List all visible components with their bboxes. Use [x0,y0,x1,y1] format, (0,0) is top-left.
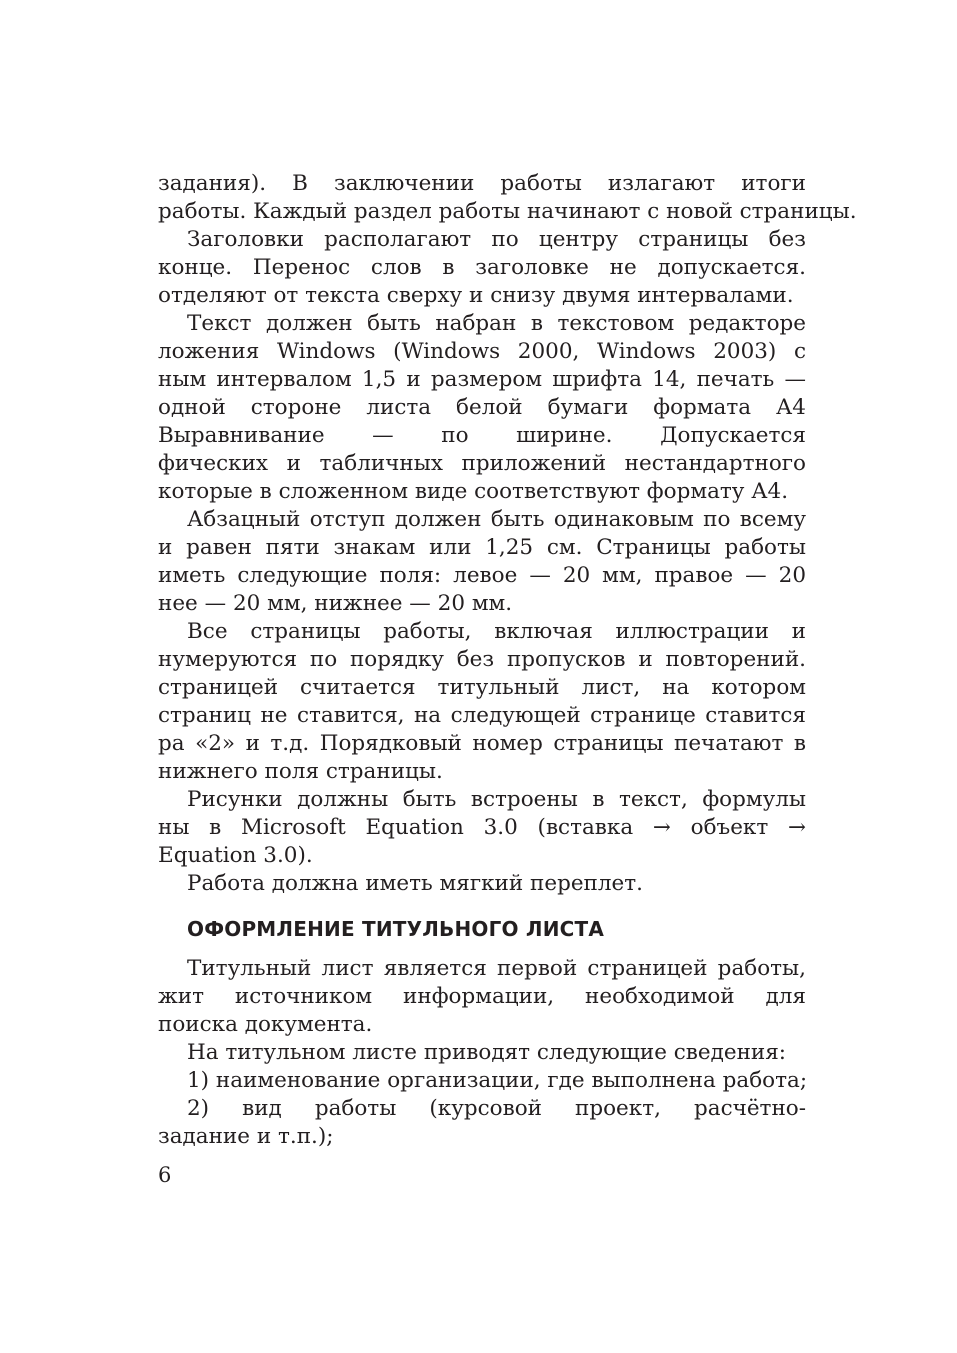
text-line: ны в Microsoft Equation 3.0 (вставка → объект → [158,815,806,840]
text-line: конце. Перенос слов в заголовке не допускается. [158,255,806,280]
text-line: 2) вид работы (курсовой проект, расчётно- [187,1096,806,1121]
text-line: Все страницы работы, включая иллюстрации и [187,619,806,644]
text-line: Рисунки должны быть встроены в текст, формулы [187,787,806,812]
text-line: 1) наименование организации, где выполнена работа; [187,1068,808,1093]
text-line: нижнего поля страницы. [158,759,443,784]
paragraph [158,170,857,226]
text-line: страницей считается титульный лист, на котором [158,675,806,700]
list-item [158,1067,806,1095]
text-line: одной стороне листа белой бумаги формата А4 [158,395,806,420]
text-line: ра «2» и т.д. Порядковый номер страницы печатают в [158,731,806,756]
text-line: фических и табличных приложений нестандартного [158,451,806,476]
text-line: Выравнивание — по ширине. Допускается [158,423,806,448]
paragraph [158,506,806,618]
text-line: Заголовки располагают по центру страницы без [187,227,806,252]
text-line: иметь следующие поля: левое — 20 мм, правое — 20 [158,563,806,588]
text-line: жит источником информации, необходимой для [158,984,806,1009]
text-line: задание и т.п.); [158,1124,334,1149]
paragraph [158,870,806,898]
paragraph [158,786,806,870]
text-line: нумеруются по порядку без пропусков и повторений. [158,647,806,672]
text-line: и равен пяти знакам или 1,25 см. Страницы работы [158,535,806,560]
text-line: отделяют от текста сверху и снизу двумя интервалами. [158,283,794,308]
text-line: Работа должна иметь мягкий переплет. [187,871,643,896]
text-line: ложения Windows (Windows 2000, Windows 2003) с [158,339,806,364]
text-line: На титульном листе приводят следующие сведения: [187,1040,787,1065]
text-line: работы. Каждый раздел работы начинают с новой страницы. [158,199,857,224]
text-line: задания). В заключении работы излагают итоги [158,171,806,196]
paragraph [158,226,806,310]
paragraph [158,310,806,506]
text-line: которые в сложенном виде соответствуют формату А4. [158,479,789,504]
body-text [158,170,857,1151]
text-line: поиска документа. [158,1012,373,1037]
paragraph [158,1039,806,1067]
page-number: 6 [158,1163,172,1187]
paragraph [158,955,806,1039]
text-line: Абзацный отступ должен быть одинаковым по всему [187,507,806,532]
text-line: Текст должен быть набран в текстовом редакторе [187,311,806,336]
list-item [158,1095,806,1151]
text-line: Equation 3.0). [158,843,313,868]
section-heading: ОФОРМЛЕНИЕ ТИТУЛЬНОГО ЛИСТА [187,917,605,941]
text-line: ным интервалом 1,5 и размером шрифта 14, печать — [158,367,806,392]
text-line: Титульный лист является первой страницей работы, [187,956,806,981]
text-line: страниц не ставится, на следующей странице ставится [158,703,806,728]
paragraph [158,618,806,786]
text-line: нее — 20 мм, нижнее — 20 мм. [158,591,513,616]
